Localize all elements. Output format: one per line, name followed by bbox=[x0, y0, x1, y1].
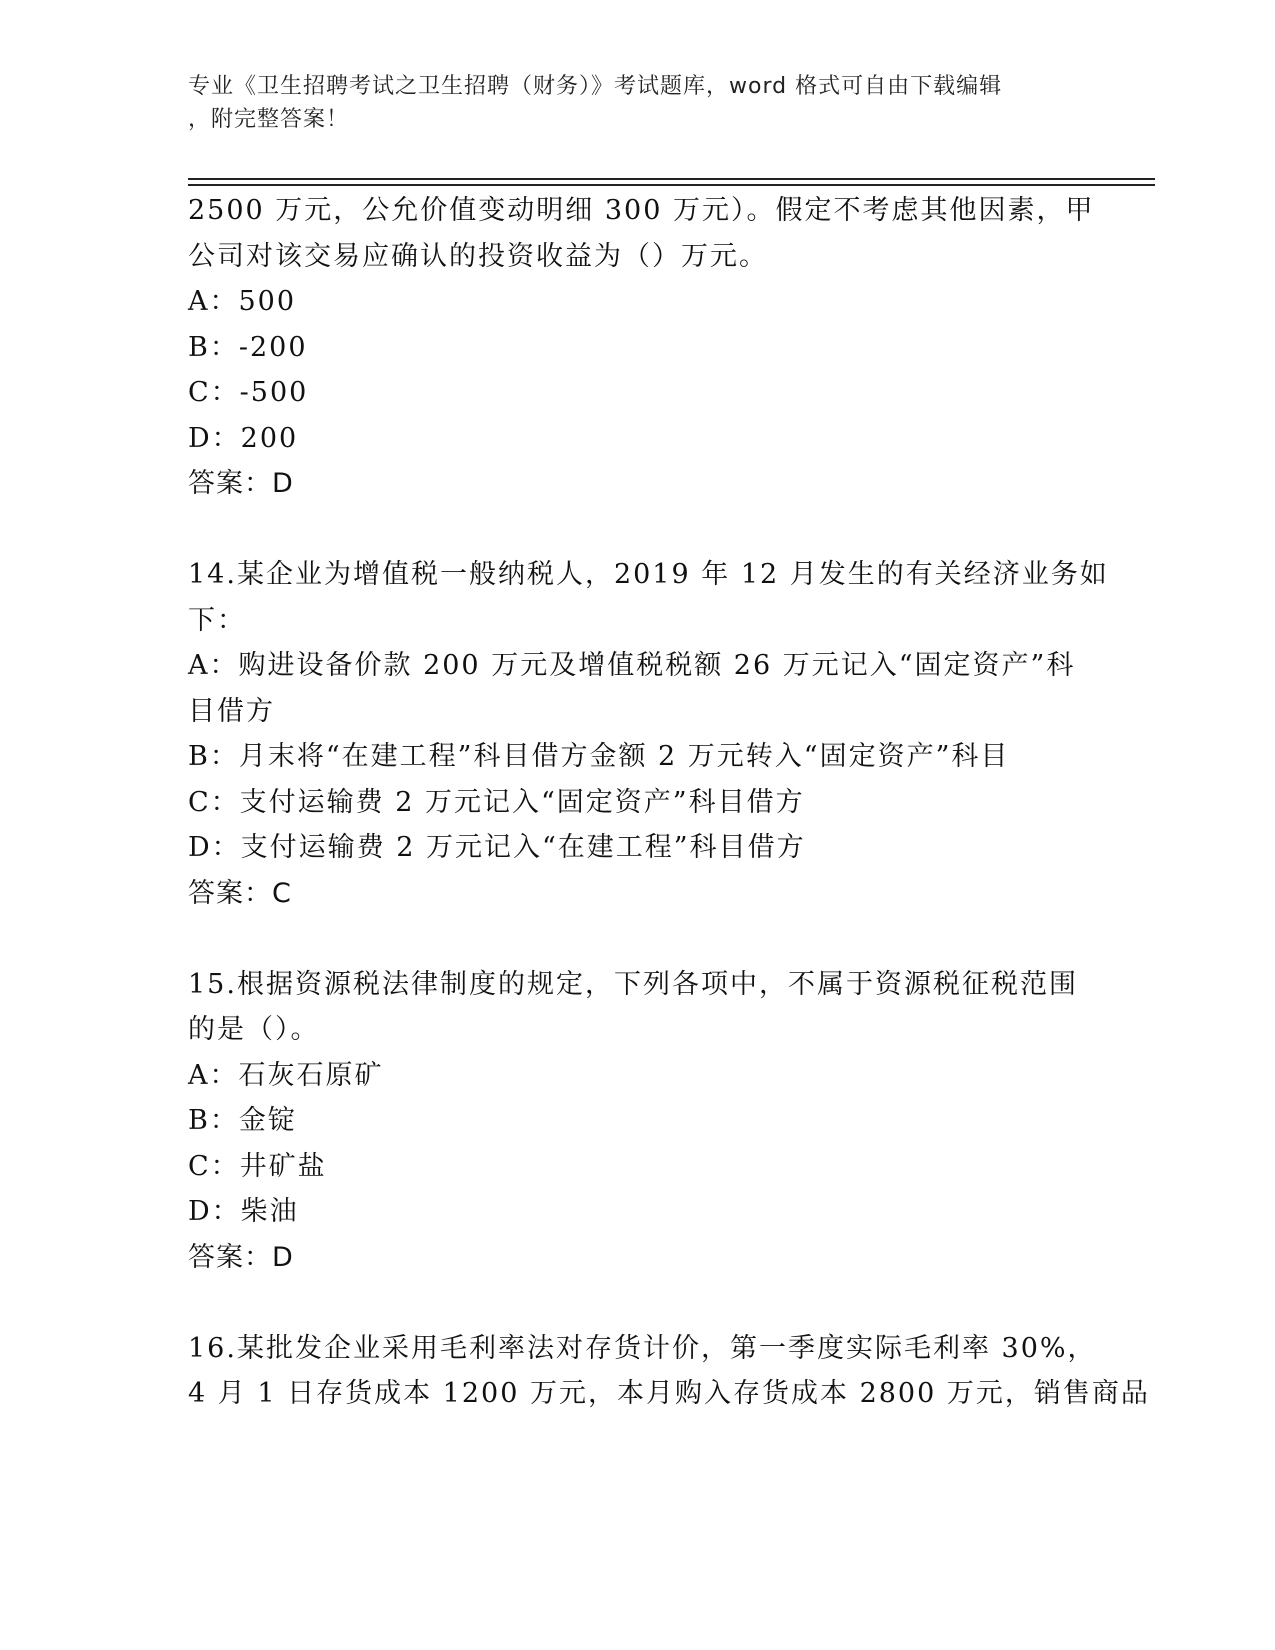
question-stem-line: 4 月 1 日存货成本 1200 万元，本月购入存货成本 2800 万元，销售商品 bbox=[188, 1378, 1150, 1409]
option-c: C：井矿盐 bbox=[188, 1150, 327, 1182]
document-body bbox=[188, 188, 1150, 1417]
spacer bbox=[188, 507, 1088, 553]
question-16 bbox=[188, 1326, 1150, 1417]
option-a-continued: 目借方 bbox=[188, 695, 275, 727]
question-stem-line: 的是（）。 bbox=[188, 1014, 320, 1045]
option-a: A：石灰石原矿 bbox=[188, 1059, 384, 1091]
question-stem-line: 14.某企业为增值税一般纳税人，2019 年 12 月发生的有关经济业务如 bbox=[188, 559, 1109, 590]
question-stem-line: 15.根据资源税法律制度的规定，下列各项中，不属于资源税征税范围 bbox=[188, 968, 1078, 1000]
option-d: D：柴油 bbox=[188, 1196, 299, 1227]
answer: 答案：C bbox=[188, 877, 292, 909]
option-b: B：月末将“在建工程”科目借方金额 2 万元转入“固定资产”科目 bbox=[188, 741, 1010, 772]
question-13 bbox=[188, 188, 1095, 507]
option-b: B：金锭 bbox=[188, 1105, 297, 1136]
option-a: A：500 bbox=[188, 286, 297, 317]
question-stem-line: 公司对该交易应确认的投资收益为（）万元。 bbox=[188, 240, 768, 272]
question-14 bbox=[188, 552, 1109, 916]
option-d: D：支付运输费 2 万元记入“在建工程”科目借方 bbox=[188, 832, 806, 863]
header-line-2: ，附完整答案！ bbox=[188, 107, 350, 132]
question-stem-line: 下： bbox=[188, 604, 246, 636]
option-b: B：-200 bbox=[188, 331, 308, 363]
option-c: C：-500 bbox=[188, 377, 309, 408]
option-d: D：200 bbox=[188, 422, 299, 454]
option-c: C：支付运输费 2 万元记入“固定资产”科目借方 bbox=[188, 786, 805, 818]
question-stem-line: 16.某批发企业采用毛利率法对存货计价，第一季度实际毛利率 30%， bbox=[188, 1332, 1097, 1364]
header-rule-bottom bbox=[188, 184, 1155, 186]
header-rule-top bbox=[188, 178, 1155, 180]
spacer bbox=[188, 1280, 1088, 1326]
question-stem-line: 2500 万元，公允价值变动明细 300 万元）。假定不考虑其他因素，甲 bbox=[188, 195, 1095, 226]
option-a: A：购进设备价款 200 万元及增值税税额 26 万元记入“固定资产”科 bbox=[188, 650, 1076, 681]
question-15 bbox=[188, 962, 1088, 1281]
answer: 答案：D bbox=[188, 468, 294, 499]
page-header bbox=[188, 70, 1068, 136]
header-line-1: 专业《卫生招聘考试之卫生招聘（财务）》考试题库，word 格式可自由下载编辑 bbox=[188, 74, 1003, 99]
answer: 答案：D bbox=[188, 1241, 294, 1273]
spacer bbox=[188, 916, 1088, 962]
